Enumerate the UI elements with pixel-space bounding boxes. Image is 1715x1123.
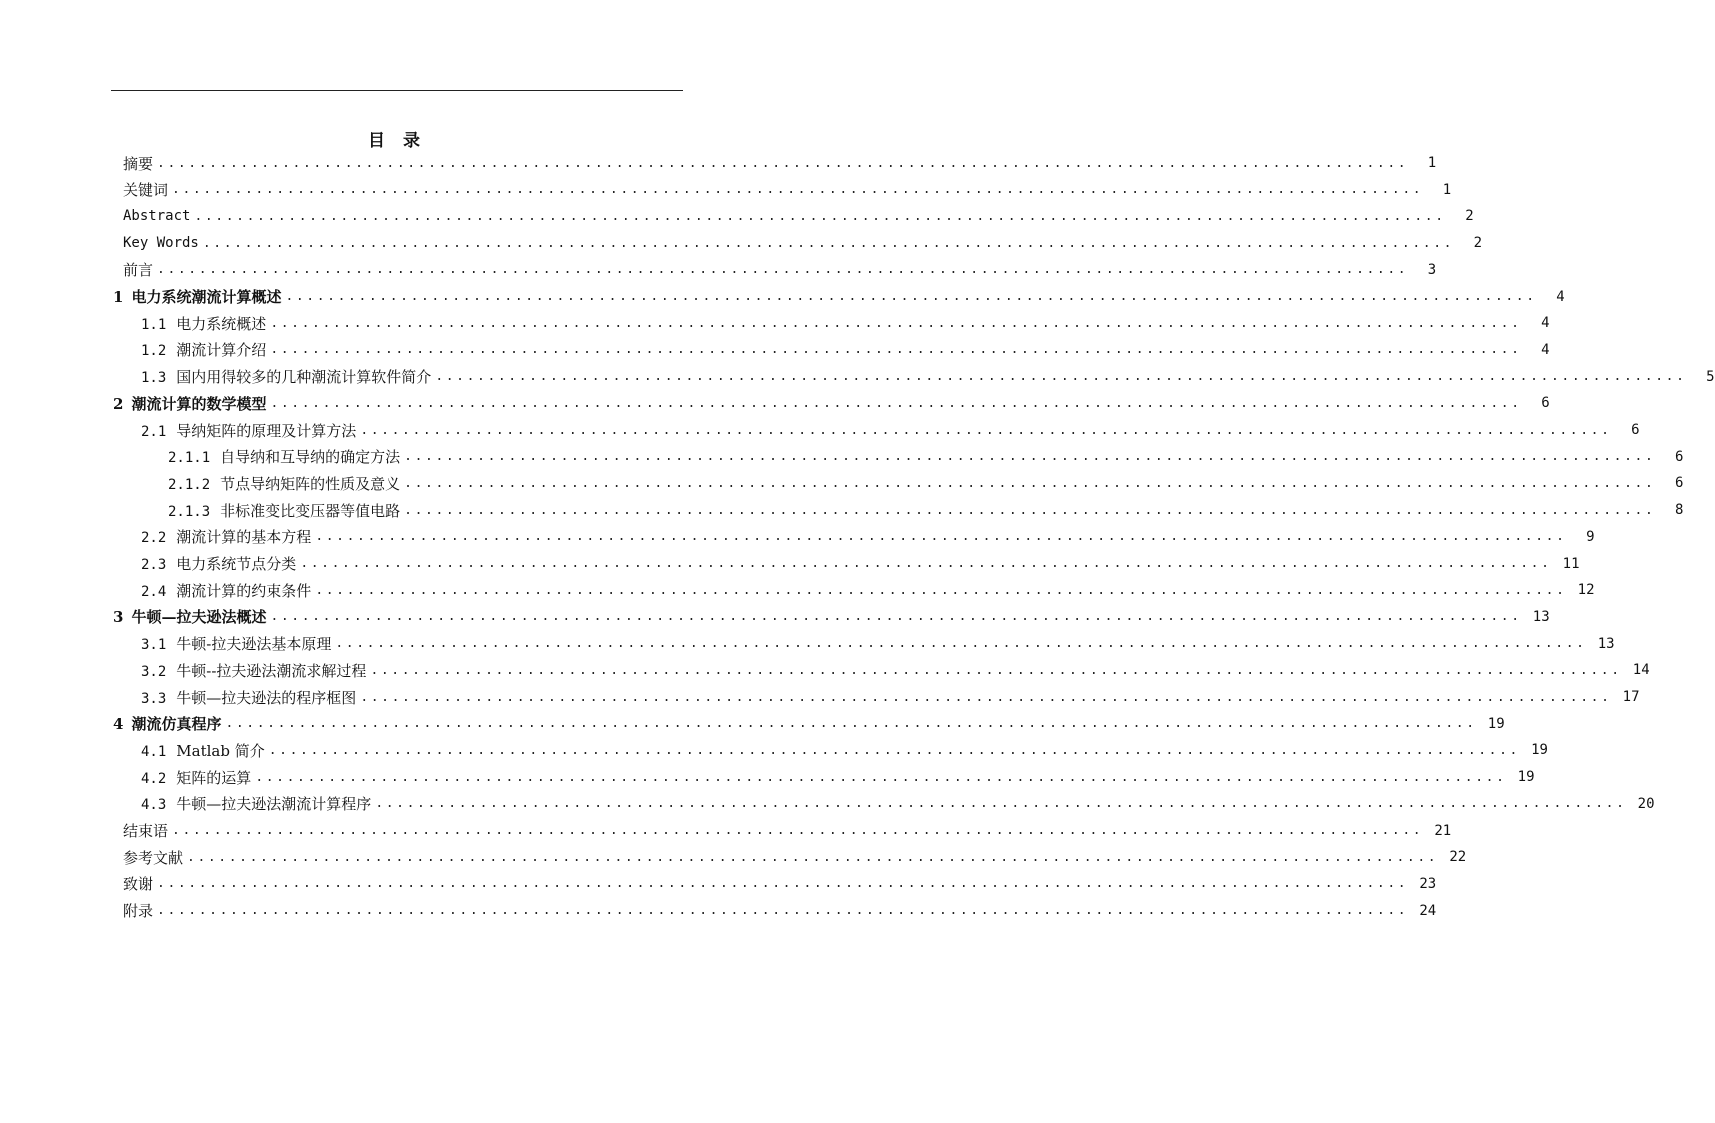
toc-entry[interactable] — [123, 150, 1437, 176]
toc-entry-page: 20 — [1637, 795, 1655, 812]
toc-dot-leader: ........................................................................................................................ — [202, 235, 1455, 251]
toc-entry-label — [141, 633, 335, 654]
toc-entry-label — [168, 500, 404, 521]
toc-dot-leader: ........................................................................................................................ — [270, 395, 1522, 411]
toc-entry-title: Key Words — [123, 235, 199, 252]
toc-entry-page: 17 — [1622, 689, 1640, 705]
toc-entry-label — [141, 740, 269, 761]
toc-dot-leader: ........................................................................................................................ — [157, 155, 1409, 171]
toc-entry-title: 电力系统潮流计算概述 — [131, 288, 282, 306]
toc-dot-leader: ........................................................................................................................ — [268, 742, 1520, 758]
toc-entry-number: 2.1 — [141, 423, 167, 440]
toc-dot-leader: ........................................................................................................................ — [370, 662, 1622, 678]
toc-dot-leader: ........................................................................................................................ — [435, 369, 1687, 385]
toc-entry[interactable] — [141, 551, 1580, 577]
toc-entry-number: 4.2 — [141, 770, 167, 787]
toc-dot-leader: ........................................................................................................................ — [270, 315, 1522, 331]
toc-entry-number: 2.3 — [141, 557, 167, 573]
toc-entry[interactable] — [113, 711, 1505, 737]
toc-entry-number: 1.1 — [141, 316, 167, 333]
toc-entry-page: 5 — [1706, 368, 1715, 385]
toc-entry-title: 关键词 — [123, 181, 169, 200]
toc-entry-page: 4 — [1541, 341, 1550, 358]
toc-entry[interactable] — [141, 337, 1550, 363]
toc-entry-page: 21 — [1434, 822, 1452, 839]
toc-entry[interactable] — [123, 898, 1437, 924]
toc-entry-page: 19 — [1531, 742, 1548, 759]
toc-entry-label — [141, 553, 300, 574]
toc-dot-leader: ........................................................................................................................ — [270, 609, 1522, 625]
toc-entry[interactable] — [141, 310, 1550, 336]
toc-dot-leader: ........................................................................................................................ — [194, 208, 1446, 224]
toc-entry-label — [141, 526, 315, 547]
toc-dot-leader: ........................................................................................................................ — [172, 182, 1424, 198]
toc-entry-label — [123, 179, 172, 200]
toc-entry[interactable] — [141, 684, 1640, 710]
toc-entry-number: 4.3 — [141, 797, 167, 814]
toc-dot-leader: ........................................................................................................................ — [404, 502, 1656, 518]
toc-entry[interactable] — [141, 737, 1548, 763]
toc-entry-label — [123, 820, 172, 841]
toc-entry-label — [141, 366, 435, 387]
toc-entry[interactable] — [141, 791, 1655, 817]
toc-entry-page: 2 — [1473, 235, 1483, 252]
toc-entry-page: 2 — [1465, 208, 1474, 225]
toc-entry-number: 3.2 — [141, 663, 167, 680]
toc-entry[interactable] — [123, 230, 1483, 256]
toc-entry-page: 9 — [1586, 528, 1595, 545]
toc-entry-page: 1 — [1427, 155, 1437, 171]
toc-entry-page: 11 — [1562, 555, 1580, 572]
toc-entry-title: Abstract — [123, 208, 191, 225]
toc-entry-title: 牛顿--拉夫逊法潮流求解过程 — [176, 661, 367, 680]
toc-entry-number: 2.2 — [141, 530, 167, 547]
toc-entry-label — [123, 208, 194, 224]
toc-entry-page: 6 — [1541, 395, 1550, 412]
toc-entry-label — [141, 767, 255, 788]
toc-entry-page: 12 — [1577, 582, 1595, 599]
toc-dot-leader: ........................................................................................................................ — [335, 636, 1587, 652]
toc-entry-page: 22 — [1449, 849, 1467, 866]
header-rule — [111, 90, 683, 91]
toc-dot-leader: ........................................................................................................................ — [157, 903, 1409, 919]
toc-entry-title: 牛顿—拉夫逊法潮流计算程序 — [176, 795, 372, 814]
toc-entry-page: 4 — [1541, 315, 1550, 332]
toc-entry-page: 6 — [1674, 475, 1684, 492]
toc-entry-number: 3 — [113, 608, 124, 627]
toc-dot-leader: ........................................................................................................................ — [270, 342, 1522, 358]
toc-dot-leader: ........................................................................................................................ — [375, 796, 1627, 812]
toc-entry-title: 潮流计算的约束条件 — [176, 581, 312, 600]
toc-entry[interactable] — [141, 524, 1595, 550]
toc-dot-leader: ........................................................................................................................ — [157, 876, 1409, 892]
toc-entry-title: 参考文献 — [123, 848, 184, 867]
toc-dot-leader: ........................................................................................................................ — [187, 849, 1439, 865]
toc-entry-title: 电力系统节点分类 — [176, 555, 297, 573]
toc-entry-number: 1 — [113, 288, 124, 306]
toc-entry-page: 24 — [1419, 902, 1437, 919]
toc-entry-title: 非标准变比变压器等值电路 — [220, 501, 401, 520]
toc-entry-page: 14 — [1632, 662, 1650, 679]
toc-entry-page: 4 — [1556, 288, 1565, 305]
toc-entry[interactable] — [168, 444, 1684, 470]
toc-entry-page: 3 — [1427, 261, 1437, 278]
toc-entry-number: 3.3 — [141, 690, 167, 707]
toc-entry-number: 4 — [113, 715, 124, 734]
toc-entry-label — [123, 259, 157, 280]
toc-dot-leader: ........................................................................................................................ — [172, 823, 1424, 838]
toc-entry-label — [123, 153, 157, 174]
toc-entry[interactable] — [113, 284, 1565, 310]
toc-entry[interactable] — [168, 497, 1684, 523]
toc-entry-label — [123, 873, 157, 894]
toc-entry-page: 6 — [1674, 448, 1684, 465]
toc-entry-title: 摘要 — [123, 154, 154, 173]
toc-entry-number: 3.1 — [141, 637, 167, 654]
toc-entry[interactable] — [123, 871, 1437, 897]
toc-entry-page: 19 — [1517, 769, 1535, 786]
toc-dot-leader: ........................................................................................................................ — [315, 582, 1567, 598]
toc-entry-label — [141, 580, 315, 601]
toc-entry-label — [168, 446, 404, 467]
toc-entry-number: 2.1.2 — [168, 476, 211, 493]
toc-entry[interactable] — [141, 417, 1640, 443]
toc-entry-title: 牛顿-拉夫逊法基本原理 — [176, 635, 332, 654]
toc-entry[interactable] — [141, 631, 1615, 657]
toc-entry-label — [113, 606, 270, 627]
toc-entry-title: Matlab 简介 — [176, 741, 265, 760]
toc-entry-title: 前言 — [123, 261, 154, 280]
toc-entry-page: 19 — [1487, 715, 1505, 732]
toc-entry[interactable] — [123, 257, 1437, 283]
toc-entry[interactable] — [113, 390, 1550, 416]
toc-entry-page: 6 — [1631, 422, 1640, 438]
toc-entry-title: 潮流计算介绍 — [176, 341, 267, 360]
toc-entry-number: 1.2 — [141, 343, 167, 360]
toc-entry-title: 牛顿—拉夫逊法概述 — [131, 608, 267, 627]
toc-entry-number: 1.3 — [141, 370, 167, 387]
toc-entry-label — [141, 339, 270, 360]
toc-entry[interactable] — [168, 470, 1684, 496]
toc-dot-leader: ........................................................................................................................ — [404, 475, 1656, 491]
toc-entry-label — [141, 420, 360, 441]
toc-entry-title: 附录 — [123, 902, 154, 921]
toc-entry-label — [141, 660, 370, 681]
toc-dot-leader: ........................................................................................................................ — [404, 449, 1656, 465]
toc-dot-leader: ........................................................................................................................ — [300, 556, 1552, 571]
toc-entry-label — [141, 313, 270, 334]
toc-entry-title: 结束语 — [123, 822, 169, 840]
toc-entry-label — [113, 393, 270, 414]
toc-entry-page: 23 — [1419, 875, 1437, 892]
toc-dot-leader: ........................................................................................................................ — [315, 529, 1567, 545]
toc-entry-title: 致谢 — [123, 875, 154, 894]
toc-entry-title: 潮流计算的基本方程 — [176, 528, 312, 547]
toc-entry-number: 2 — [113, 394, 124, 413]
toc-entry[interactable] — [123, 177, 1452, 203]
toc-entry-title: 导纳矩阵的原理及计算方法 — [176, 421, 357, 440]
toc-entry-page: 1 — [1442, 181, 1452, 198]
toc-dot-leader: ........................................................................................................................ — [225, 716, 1477, 732]
toc-entry-number: 4.1 — [141, 743, 167, 760]
toc-entry-label — [113, 286, 285, 307]
toc-entry[interactable] — [141, 577, 1595, 603]
toc-entry[interactable] — [123, 203, 1474, 229]
toc-entry-title: 国内用得较多的几种潮流计算软件简介 — [176, 368, 432, 387]
toc-title: 目 录 — [368, 131, 426, 151]
toc-entry-label — [113, 713, 225, 734]
toc-entry-title: 牛顿—拉夫逊法的程序框图 — [176, 688, 357, 707]
toc-dot-leader: ........................................................................................................................ — [157, 262, 1409, 278]
toc-entry[interactable] — [141, 764, 1535, 790]
toc-entry[interactable] — [123, 818, 1452, 844]
toc-entry-title: 节点导纳矩阵的性质及意义 — [220, 474, 401, 493]
toc-entry-label — [141, 793, 375, 814]
toc-entry-number: 2.4 — [141, 583, 167, 600]
toc-entry-title: 潮流仿真程序 — [131, 715, 222, 734]
toc-entry[interactable] — [113, 604, 1550, 630]
toc-entry[interactable] — [141, 657, 1650, 683]
toc-entry-title: 电力系统概述 — [176, 314, 267, 333]
toc-entry-label — [141, 687, 360, 708]
toc-entry-title: 自导纳和互导纳的确定方法 — [220, 448, 401, 467]
toc-entry-label — [123, 900, 157, 921]
toc-dot-leader: ........................................................................................................................ — [360, 689, 1612, 705]
toc-entry-label — [123, 847, 187, 868]
toc-entry-page: 8 — [1674, 502, 1684, 519]
toc-entry-label — [123, 235, 203, 251]
toc-entry-label — [168, 473, 404, 494]
toc-entry[interactable] — [123, 844, 1467, 870]
toc-dot-leader: ........................................................................................................................ — [360, 422, 1612, 438]
toc-entry-page: 13 — [1532, 608, 1550, 625]
toc-entry-title: 潮流计算的数学模型 — [131, 394, 267, 413]
toc-entry-number: 2.1.3 — [168, 503, 211, 520]
toc-dot-leader: ........................................................................................................................ — [285, 289, 1537, 304]
toc-entry-title: 矩阵的运算 — [176, 768, 252, 787]
toc-entry-number: 2.1.1 — [168, 450, 211, 467]
toc-entry[interactable] — [141, 364, 1715, 390]
toc-entry-page: 13 — [1597, 635, 1615, 652]
toc-dot-leader: ........................................................................................................................ — [255, 769, 1507, 785]
